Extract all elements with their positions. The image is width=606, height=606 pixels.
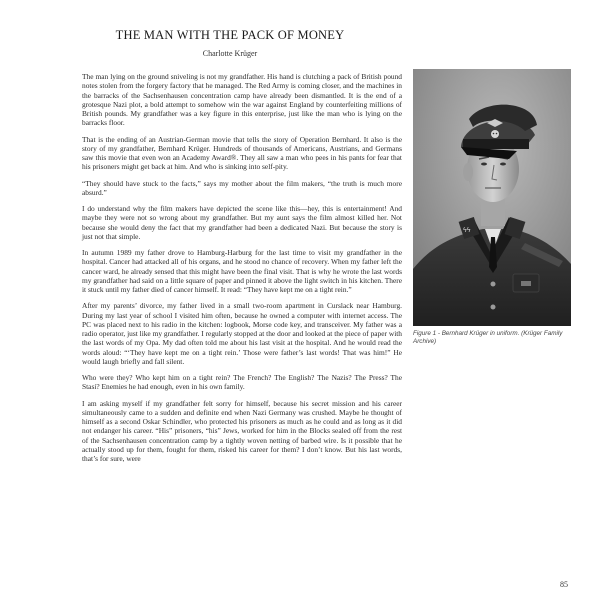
paragraph: “They should have stuck to the facts,” says my mother about the film makers, “the truth is much more absurd.” <box>82 178 402 197</box>
paragraph: The man lying on the ground sniveling is not my grandfather. His hand is clutching a pack of British pound notes stolen from the forgery factory that he managed. The Red Army is coming closer, and the machines in the barracks of the Sachsenhausen concentration camp have already been dismantled. It is the end of a grotesque Nazi plot, a bold attempt to somehow win the war against England by counterfeiting millions of British pounds. My grandfather was a key figure in this enterprise, just like the man who is lying on the barracks floor. <box>82 72 402 128</box>
page-number: 85 <box>560 580 568 589</box>
paragraph: I do understand why the film makers have depicted the scene like this—hey, this is entertainment! And maybe they were not so wrong about my grandfather. But my aunt says the film almost killed her. Not because she would deny the fact that my grandfather had been a dedicated Nazi. But because the story is just not that simple. <box>82 204 402 241</box>
paragraph: Who were they? Who kept him on a tight rein? The French? The English? The Nazis? The Press? The Stasi? Enemies he had enough, even in his own family. <box>82 373 402 392</box>
svg-text:ϟϟ: ϟϟ <box>463 227 471 234</box>
portrait-illustration <box>413 69 571 326</box>
figure-caption: Figure 1 - Bernhard Krüger in uniform. (Krüger Family Archive) <box>413 330 563 345</box>
paragraph: I am asking myself if my grandfather felt sorry for himself, because his secret mission and his career simultaneously came to a sudden and definite end when Nazi Germany was crushed. Maybe he thought of himself as a second Oskar Schindler, who protected his prisoners as much as he could and as long as it did not endanger his career. “His” prisoners, “his” Jews, worked for him in the Blocks sealed off from the rest of the Sachsenhausen concentration camp by a tightly woven netting of barbed wire. Is it possible that he actually stood up for them, fought for them, risked his career for them? I don’t know. But his last words, that’s for sure, were <box>82 398 402 463</box>
paragraph: That is the ending of an Austrian-German movie that tells the story of Operation Bernhard. It also is the story of my grandfather, Bernhard Krüger. Hundreds of thousands of Americans, Austrians, and Germans saw this movie that even won an Academy Award®. They all saw a man who pees in his pants for fear that his prisoners might get back at him. And who is sinking into self-pity. <box>82 134 402 172</box>
portrait-photo <box>413 69 571 326</box>
paragraph: After my parents’ divorce, my father lived in a small two-room apartment in Curslack near Hamburg. During my last year of school I visited him often, because he owned a computer with internet access. The PC was placed next to his radio in the kitchen: logbook, Morse code key, and transceiver. My father was a radio operator, just like my grandfather. I regularly stopped at the door and looked at the piece of paper with the last words of my Opa. My dad often told me about his last visit at the hospital. And he would read the words aloud: “‘They have kept me on a tight rein.’ Those were father’s last words! That was him!” He would laugh briefly and fall silent. <box>82 301 402 366</box>
author-name: Charlotte Krüger <box>202 49 258 58</box>
article-body <box>82 72 402 470</box>
paragraph: In autumn 1989 my father drove to Hamburg-Harburg for the last time to visit my grandfather in the hospital. Cancer had attacked all of his organs, and he stood no chance of recovery. When my father left the cancer ward, he already sensed that this might have been the final visit. That is why he wrote the last words my grandfather had said on a little square of paper and pinned it above the light switch in his kitchen. There it stuck until my father died of cancer himself. It read: “They have kept me on a tight rein.” <box>82 248 402 294</box>
article-title: THE MAN WITH THE PACK OF MONEY <box>115 28 345 42</box>
